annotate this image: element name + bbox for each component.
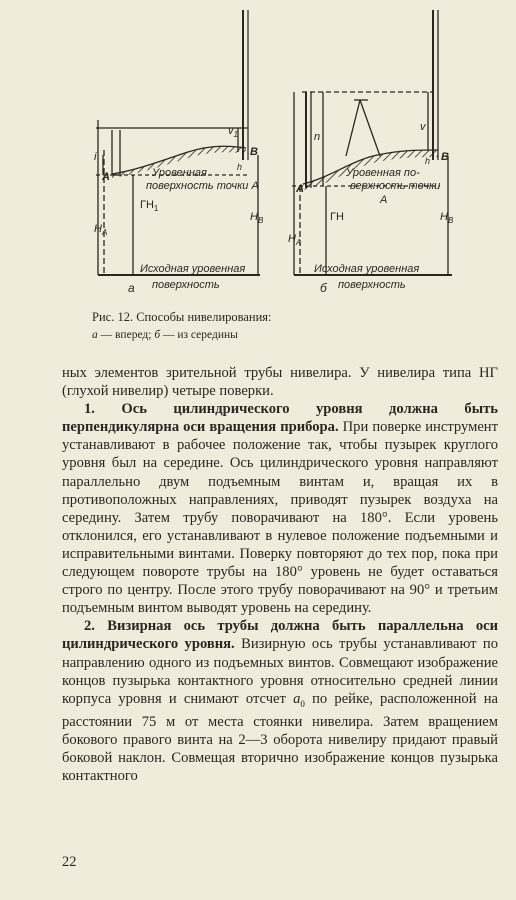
label-b-surface-2: верхность точки [350,180,441,192]
leveling-diagram [88,10,488,300]
figure-caption-legend: а — вперед; б — из середины [92,329,238,341]
page-number: 22 [62,854,77,870]
label-a-point-a: A [102,171,110,183]
label-b-surface-3: A [380,194,388,206]
label-a-ha: $H_A$ [94,223,108,237]
label-b-surface-1: Уровенная по- [346,167,420,179]
diagram-a [96,10,260,275]
label-a-surface-2: поверхность точки А [146,180,259,192]
label-a-i: i [94,151,97,163]
label-b-letter: б [320,281,327,295]
paragraph-continuation: ных элементов зрительной трубы нивелира. У нивелира типа НГ (глухой нивелир) четыре поверки. [62,365,498,400]
label-a-hb: $H_B$ [250,211,264,225]
label-b-h: h [425,156,431,166]
diagram-b-labels [288,121,454,295]
label-a-h: h [237,162,243,172]
label-a-letter: а [128,281,135,295]
paragraph-check-1: 1. Ось цилиндрического уровня должна быть перпендикулярна оси вращения прибора. При поверке инструмент устанавливают в рабочее положение так, чтобы пузырек круглого уровня был на середине. Ось цилиндрического уровня направляют параллельно двум подъемным винтам и, вращая их в противоположных направлениях, приводят пузырек воздуха на середину. Затем трубу поворачивают на 180°. Если уровень отклонился, его устанавливают в нулевое положение подъемными и исправительными винтами. Поверку повторяют до тех пор, пока при следующем повороте трубы на 180° уровень не будет оставаться строго по центру. После этого трубу поворачивают на 90° и третьим подъемным винтом выводят уровень на середину. [62,401,498,617]
check-2-heading: 2. Визирная ось трубы должна быть параллельна оси цилиндрического уровня. [62,618,498,653]
label-b-base-2: поверхность [338,279,406,291]
body-text [62,364,498,785]
paragraph-check-2: 2. Визирная ось трубы должна быть параллельна оси цилиндрического уровня. Визирную ось трубы устанавливают по направлению одного из подъемных винтов. Совмещают изображение концов пузырька контактного уровня относительно средней линии корпуса уровня и снимают отсчет $a_0$ по рейке, расположенной на расстоянии 75 м от места стоянки нивелира. Затем вращением бокового правого винта на 2—3 оборота нивелиру придают правый боковой наклон. Совмещая вторично изображение концов пузырька контактного [62,618,498,784]
label-b-point-a: A [296,183,304,195]
figure-caption [92,308,482,344]
label-a-gn: $ГН_1$ [140,199,159,213]
label-a-v: $v_1$ [228,125,238,139]
label-b-n: n [314,131,321,143]
label-b-v: v [420,121,426,133]
label-a-base-1: Исходная уровенная [140,263,246,275]
figure-12-leveling-methods [88,10,488,300]
label-a-point-b: B [250,146,258,158]
label-b-gn: ГН [330,211,344,223]
label-b-ha: $H_A$ [288,233,302,247]
label-a-surface-1: Уровенная [152,167,207,179]
check-1-heading: 1. Ось цилиндрического уровня должна быть перпендикулярна оси вращения прибора. [62,401,498,436]
label-a-base-2: поверхность [152,279,220,291]
label-b-point-b: B [441,151,449,163]
figure-caption-title: Рис. 12. Способы нивелирования: [92,310,272,324]
label-b-hb: $H_B$ [440,211,454,225]
label-b-base-1: Исходная уровенная [314,263,420,275]
